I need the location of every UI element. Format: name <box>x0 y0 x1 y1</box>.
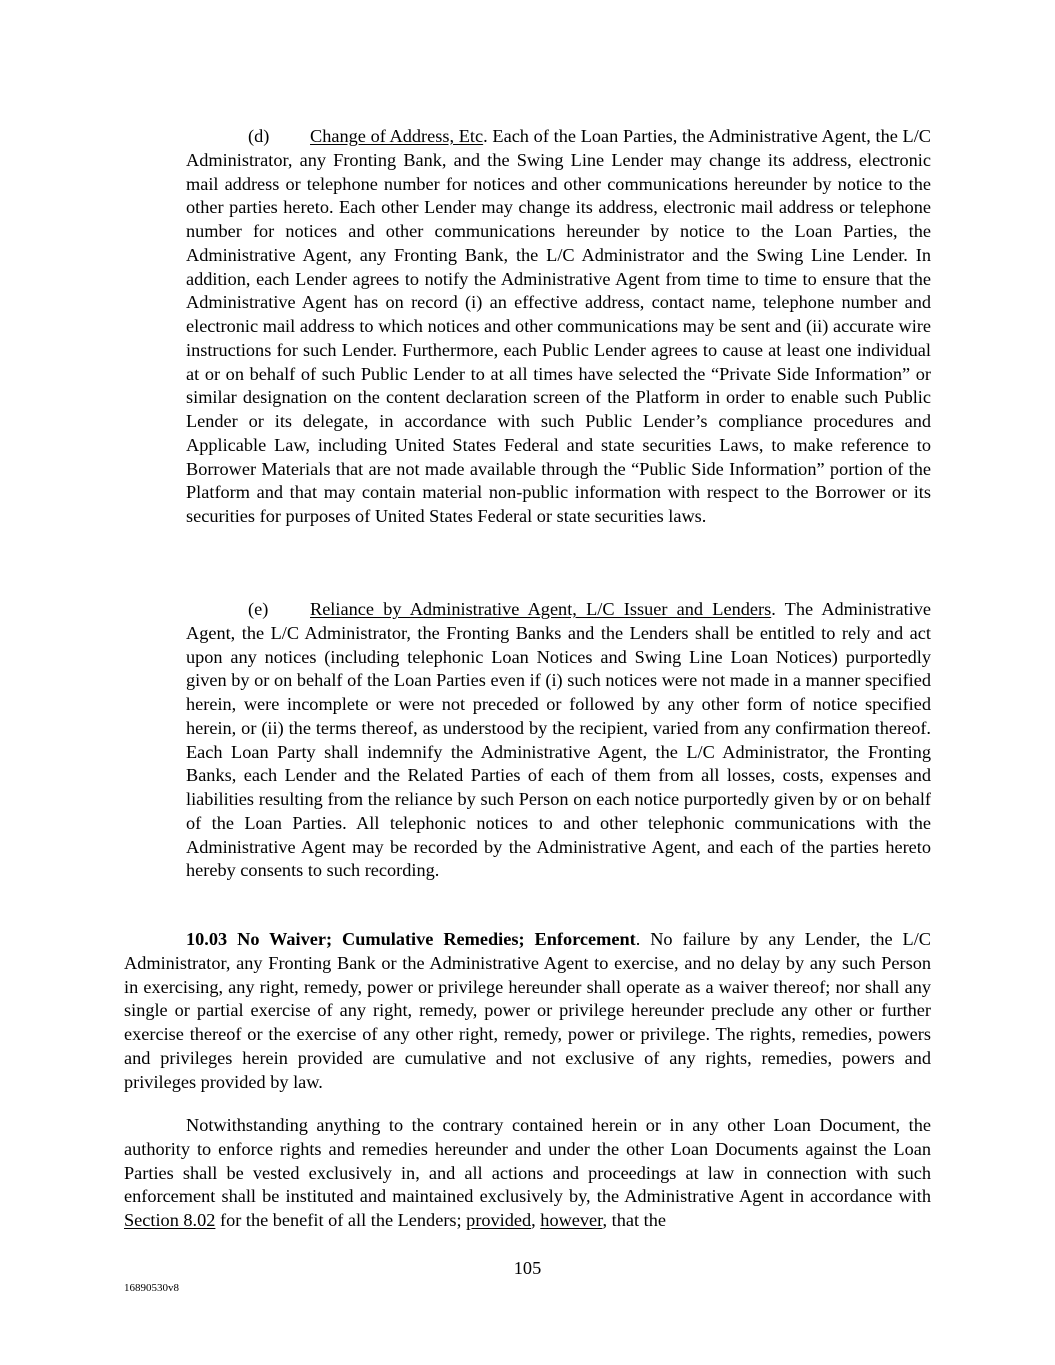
page-number: 105 <box>513 1258 542 1278</box>
paragraph-e-heading: Reliance by Administrative Agent, L/C Issuer and Lenders <box>310 599 772 619</box>
paragraph-d <box>186 125 931 529</box>
document-id: 16890530v8 <box>124 1282 179 1294</box>
section-8-02-reference: Section 8.02 <box>124 1210 216 1230</box>
notwithstanding-comma: , <box>531 1210 541 1230</box>
notwithstanding-text-2: for the benefit of all the Lenders; <box>215 1210 467 1230</box>
however-term: however <box>540 1210 603 1230</box>
section-10-03 <box>124 928 931 1094</box>
paragraph-e-body: . The Administrative Agent, the L/C Administrator, the Fronting Banks and the Lenders shall be entitled to rely and act upon any notices (including telephonic Loan Notices and Swing Line Loan Notices) purportedly given by or on behalf of the Loan Parties even if (i) such notices were not made in a manner specified herein, were incomplete or were not preceded or followed by any other form of notice specified herein, or (ii) the terms thereof, as understood by the recipient, varied from any confirmation thereof. Each Loan Party shall indemnify the Administrative Agent, the L/C Administrator, the Fronting Banks, each Lender and the Related Parties of each of them from all losses, costs, expenses and liabilities resulting from the reliance by such Person on each notice purportedly given by or on behalf of the Loan Parties. All telephonic notices to and other telephonic communications with the Administrative Agent may be recorded by the Administrative Agent, and each of the parties hereto hereby consents to such recording. <box>186 599 931 881</box>
notwithstanding-text-3: , that the <box>602 1210 666 1230</box>
paragraph-d-marker: (d) <box>248 126 270 146</box>
paragraph-e-marker: (e) <box>248 599 269 619</box>
notwithstanding-text-1: Notwithstanding anything to the contrary contained herein or in any other Loan Document, the authority to enforce rights and remedies hereunder and under the other Loan Documents against the Loan Parties shall be vested exclusively in, and all actions and proceedings at law in connection with such enforcement shall be instituted and maintained exclusively by, the Administrative Agent in accordance with <box>124 1115 931 1207</box>
paragraph-notwithstanding <box>124 1114 931 1233</box>
provided-term: provided <box>466 1210 532 1230</box>
paragraph-d-heading: Change of Address, Etc <box>310 126 484 146</box>
section-10-03-title: No Waiver; Cumulative Remedies; Enforcement <box>237 929 636 949</box>
paragraph-d-body: . Each of the Loan Parties, the Administrative Agent, the L/C Administrator, any Fronting Bank, and the Swing Line Lender may change its address, electronic mail address or telephone number for notices and other communications hereunder by notice to the other parties hereto. Each other Lender may change its address, electronic mail address or telephone number for notices and other communications hereunder by notice to the Loan Parties, the Administrative Agent, any Fronting Bank, the L/C Administrator and the Swing Line Lender. In addition, each Lender agrees to notify the Administrative Agent from time to time to ensure that the Administrative Agent has on record (i) an effective address, contact name, telephone number and electronic mail address to which notices and other communications may be sent and (ii) accurate wire instructions for such Lender. Furthermore, each Public Lender agrees to cause at least one individual at or on behalf of such Public Lender to at all times have selected the “Private Side Information” or similar designation on the content declaration screen of the Platform in order to enable such Public Lender or its delegate, in accordance with such Public Lender’s compliance procedures and Applicable Law, including United States Federal and state securities Laws, to make reference to Borrower Materials that are not made available through the “Public Side Information” portion of the Platform and that may contain material non-public information with respect to the Borrower or its securities for purposes of United States Federal or state securities laws. <box>186 126 931 526</box>
paragraph-e <box>186 598 931 883</box>
section-10-03-number: 10.03 <box>186 929 228 949</box>
section-10-03-body: . No failure by any Lender, the L/C Administrator, any Fronting Bank or the Administrative Agent to exercise, and no delay by any such Person in exercising, any right, remedy, power or privilege hereunder shall operate as a waiver thereof; nor shall any single or partial exercise of any right, remedy, power or privilege hereunder preclude any other or further exercise thereof or the exercise of any other right, remedy, power or privilege. The rights, remedies, powers and privileges herein provided are cumulative and not exclusive of any rights, remedies, powers and privileges provided by law. <box>124 929 931 1092</box>
